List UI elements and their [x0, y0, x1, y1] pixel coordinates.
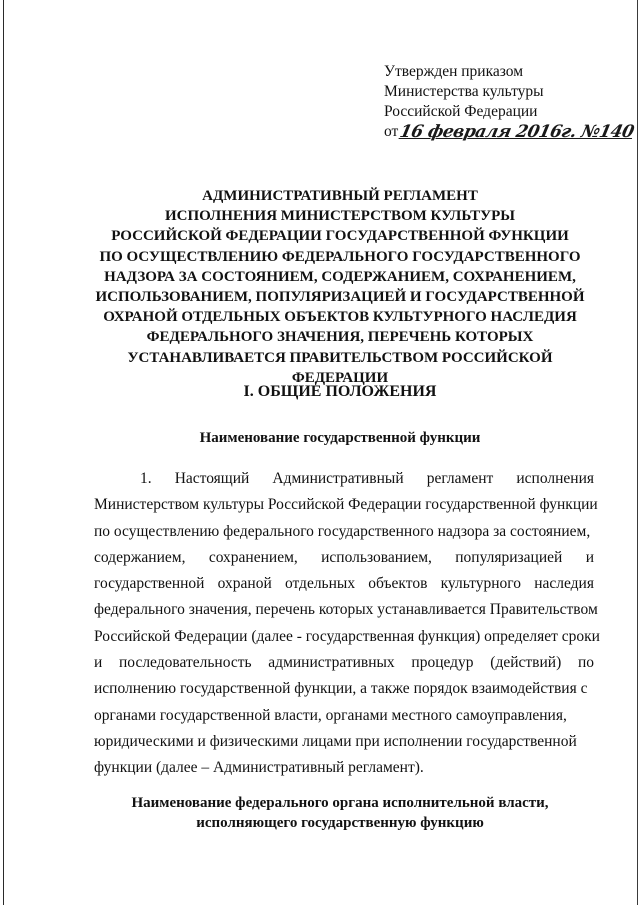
paragraph-line: [94, 676, 594, 702]
paragraph-text: содержанием,: [94, 548, 186, 566]
paragraph-line: [94, 703, 594, 729]
subheading-line: исполняющего государственную функцию: [196, 815, 484, 831]
page-edge-right: [637, 0, 638, 905]
paragraph-text: сохранением,: [208, 548, 298, 566]
paragraph-text: юридическими и физическими лицами при исполнении государственной: [94, 732, 577, 750]
paragraph-text: использованием,: [321, 548, 432, 566]
paragraph-text: Настоящий: [174, 470, 250, 487]
paragraph-text: процедур: [411, 654, 474, 672]
paragraph-text: и: [585, 548, 594, 566]
paragraph-text: последовательность: [119, 654, 252, 672]
subheading-federal-body: [70, 793, 610, 833]
section-heading: I. ОБЩИЕ ПОЛОЖЕНИЯ: [243, 383, 437, 400]
title-line: ФЕДЕРАЦИИ: [291, 369, 389, 386]
paragraph-text: Министерством культуры Российской Федерации государственной функции: [94, 496, 598, 514]
paragraph-text: популяризацией: [455, 548, 563, 566]
paragraph-line: [94, 597, 598, 623]
paragraph-text: исполнения: [516, 470, 594, 487]
title-line: ИСПОЛЬЗОВАНИЕМ, ПОПУЛЯРИЗАЦИЕЙ И ГОСУДАРСТВЕННОЙ: [95, 289, 585, 306]
paragraph-text: органами государственной власти, органами местного самоуправления,: [94, 706, 567, 724]
title-line: ФЕДЕРАЛЬНОГО ЗНАЧЕНИЯ, ПЕРЕЧЕНЬ КОТОРЫХ: [146, 329, 534, 346]
paragraph-line: [94, 755, 594, 781]
approval-block: [384, 62, 636, 142]
document-title: [70, 186, 610, 388]
paragraph-line: [94, 624, 600, 650]
date-prefix: от: [384, 123, 399, 140]
paragraph-text: Административный: [272, 470, 404, 487]
paragraph-text: исполнению государственной функции, а также порядок взаимодействия с: [94, 680, 588, 698]
paragraph-text: объектов: [368, 575, 428, 593]
approval-line: Российской Федерации: [384, 103, 538, 120]
title-line: УСТАНАВЛИВАЕТСЯ ПРАВИТЕЛЬСТВОМ РОССИЙСКОЙ: [127, 349, 553, 366]
paragraph-text: Российской Федерации (далее - государственная функция) определяет сроки: [94, 627, 600, 645]
paragraph-line: [94, 466, 594, 492]
approval-date-line: [384, 122, 636, 142]
paragraph-line: [94, 729, 594, 755]
paragraph-text: федерального значения, перечень которых устанавливается Правительством: [94, 601, 598, 619]
paragraph-text: отдельных: [284, 575, 356, 593]
approval-line: Министерства культуры: [384, 83, 544, 100]
paragraph-text: по: [577, 654, 594, 672]
paragraph-1: [94, 466, 600, 782]
title-line: АДМИНИСТРАТИВНЫЙ РЕГЛАМЕНТ: [202, 188, 478, 204]
handwritten-date: 16 февраля 2016г. №140: [398, 122, 636, 142]
title-line: ОХРАНОЙ ОТДЕЛЬНЫХ ОБЪЕКТОВ КУЛЬТУРНОГО НАСЛЕДИЯ: [103, 309, 577, 326]
paragraph-line: [94, 519, 594, 545]
paragraph-line: [94, 545, 594, 571]
paragraph-text: функции (далее – Административный регламент).: [94, 759, 424, 777]
paragraph-line: [94, 650, 594, 676]
subheading-function-name: Наименование государственной функции: [199, 430, 481, 446]
paragraph-text: наследия: [534, 575, 594, 593]
title-line: ПО ОСУЩЕСТВЛЕНИЮ ФЕДЕРАЛЬНОГО ГОСУДАРСТВЕННОГО: [99, 248, 581, 265]
paragraph-text: охраной: [217, 575, 272, 593]
paragraph-line: [94, 492, 598, 518]
paragraph-text: административных: [268, 654, 395, 672]
paragraph-text: и: [94, 654, 103, 672]
approval-line: Утвержден приказом: [384, 63, 524, 80]
paragraph-text: культурного: [440, 575, 522, 593]
paragraph-text: по осуществлению федерального государственного надзора за состоянием,: [94, 522, 591, 540]
paragraph-text: регламент: [426, 470, 494, 487]
paragraph-text: государственной: [94, 575, 205, 593]
paragraph-line: [94, 571, 594, 597]
paragraph-text: 1.: [140, 470, 152, 487]
paragraph-text: (действий): [490, 654, 562, 672]
subheading-line: Наименование федерального органа исполнительной власти,: [131, 795, 549, 811]
title-line: НАДЗОРА ЗА СОСТОЯНИЕМ, СОДЕРЖАНИЕМ, СОХРАНЕНИЕМ,: [104, 268, 576, 285]
page-edge-left: [3, 0, 4, 905]
title-line: ИСПОЛНЕНИЯ МИНИСТЕРСТВОМ КУЛЬТУРЫ: [164, 208, 516, 225]
title-line: РОССИЙСКОЙ ФЕДЕРАЦИИ ГОСУДАРСТВЕННОЙ ФУНКЦИИ: [111, 228, 569, 245]
